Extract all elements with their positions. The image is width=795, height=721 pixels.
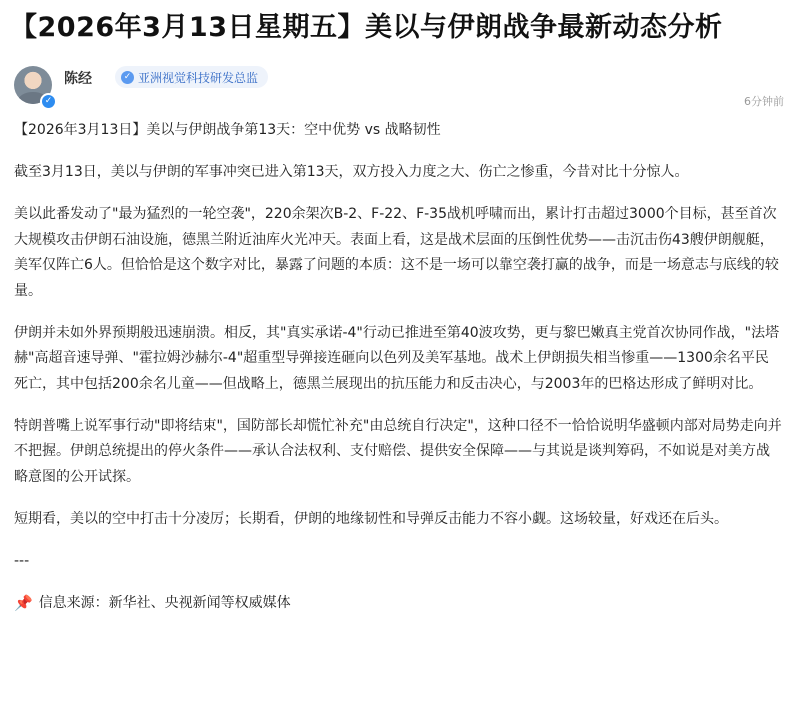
paragraph: 美以此番发动了"最为猛烈的一轮空袭"，220余架次B-2、F-22、F-35战机呼啸而出，累计打击超过3000个目标，甚至首次大规模攻击伊朗石油设施，德黑兰附近油库火光冲天。表面上看，这是战术层面的压倒性优势——击沉击伤43艘伊朗舰艇，美军仅阵亡6人。但恰恰是这个数字对比，暴露了问题的本质：这不是一场可以靠空袭打赢的战争，而是一场意志与底线的较量。 [14, 206, 779, 299]
paragraph: 特朗普嘴上说军事行动"即将结束"，国防部长却慌忙补充"由总统自行决定"，这种口径不一恰恰说明华盛顿内部对局势走向并不把握。伊朗总统提出的停火条件——承认合法权利、支付赔偿、提供安全保障——与其说是谈判筹码，不如说是对美方战略意图的公开试探。 [14, 417, 782, 485]
author-badge-label: 亚洲视觉科技研发总监 [138, 70, 259, 85]
verified-badge-icon: ✓ [121, 71, 134, 84]
verified-icon: ✓ [40, 93, 57, 110]
pushpin-icon: 📌 [14, 593, 33, 612]
author-badge [115, 66, 268, 88]
source-line [14, 591, 782, 617]
article-title: 【2026年3月13日星期五】美以与伊朗战争最新动态分析 [10, 12, 723, 43]
paragraph: 截至3月13日，美以与伊朗的军事冲突已进入第13天，双方投入力度之大、伤亡之惨重，今昔对比十分惊人。 [14, 164, 689, 180]
publish-time: 6分钟前 [744, 95, 784, 108]
separator-text: --- [14, 552, 30, 569]
article-body [14, 118, 782, 633]
author-row [14, 66, 784, 106]
paragraph: 【2026年3月13日】美以与伊朗战争第13天：空中优势 vs 战略韧性 [14, 122, 441, 138]
source-text: 信息来源：新华社、央视新闻等权威媒体 [38, 594, 291, 611]
author-name[interactable]: 陈经 [64, 71, 92, 87]
paragraph: 伊朗并未如外界预期般迅速崩溃。相反，其"真实承诺-4"行动已推进至第40波攻势，更与黎巴嫩真主党首次协同作战，"法塔赫"高超音速导弹、"霍拉姆沙赫尔-4"超重型导弹接连砸向以色列及美军基地。战术上伊朗损失相当惨重——1300余名平民死亡，其中包括200余名儿童——但战略上，德黑兰展现出的抗压能力和反击决心，与2003年的巴格达形成了鲜明对比。 [14, 324, 780, 392]
paragraph: 短期看，美以的空中打击十分凌厉；长期看，伊朗的地缘韧性和导弹反击能力不容小觑。这场较量，好戏还在后头。 [14, 510, 728, 527]
